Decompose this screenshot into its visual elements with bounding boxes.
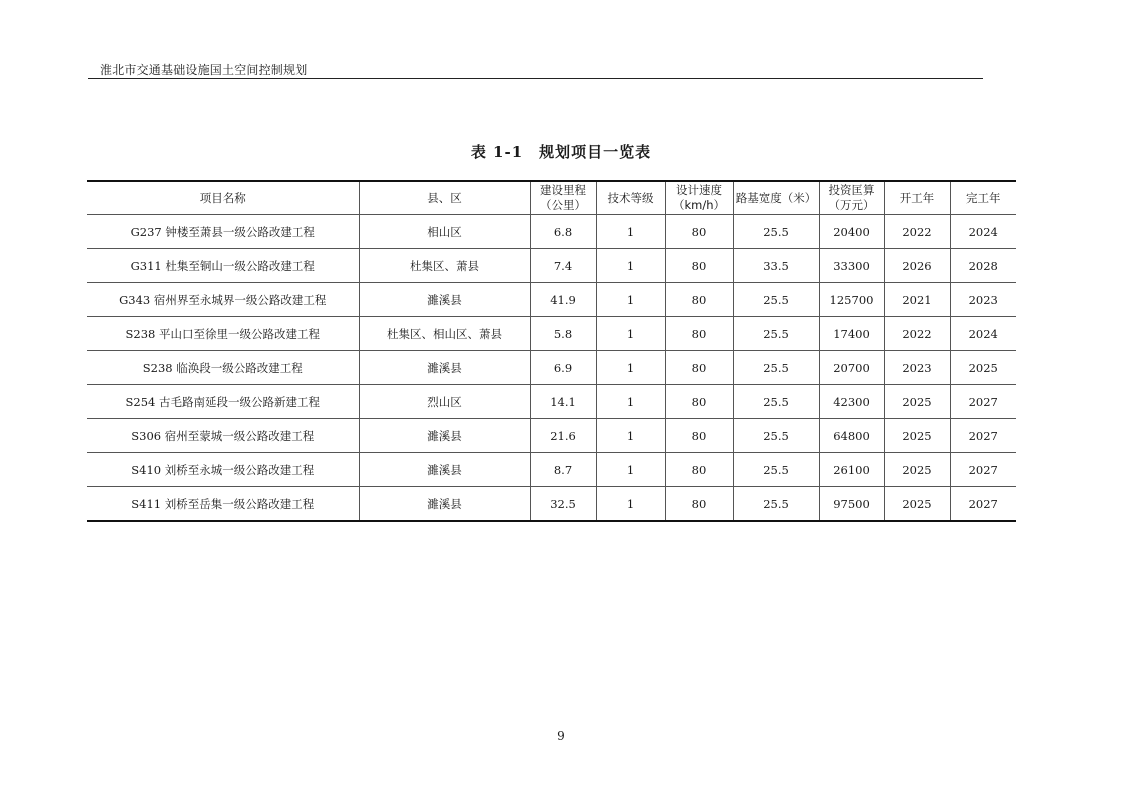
- cell-county-district: 濉溪县: [359, 419, 530, 453]
- cell-investment: 20400: [819, 215, 884, 249]
- cell-design-speed: 80: [665, 351, 733, 385]
- cell-investment: 97500: [819, 487, 884, 522]
- cell-tech-grade: 1: [596, 385, 665, 419]
- header-tech-grade: 技术等级: [596, 181, 665, 215]
- cell-investment: 33300: [819, 249, 884, 283]
- header-end-year: 完工年: [950, 181, 1016, 215]
- cell-design-speed: 80: [665, 385, 733, 419]
- table-body: [87, 215, 1016, 522]
- table-row: [87, 283, 1016, 317]
- table-row: [87, 453, 1016, 487]
- header-mileage: 建设里程 （公里）: [530, 181, 596, 215]
- cell-end-year: 2024: [950, 215, 1016, 249]
- cell-roadbed-width: 25.5: [733, 317, 819, 351]
- cell-end-year: 2027: [950, 487, 1016, 522]
- cell-roadbed-width: 33.5: [733, 249, 819, 283]
- cell-roadbed-width: 25.5: [733, 385, 819, 419]
- cell-start-year: 2025: [884, 419, 950, 453]
- cell-project-name: S306 宿州至蒙城一级公路改建工程: [87, 419, 359, 453]
- cell-investment: 17400: [819, 317, 884, 351]
- cell-mileage: 5.8: [530, 317, 596, 351]
- cell-project-name: S411 刘桥至岳集一级公路改建工程: [87, 487, 359, 522]
- cell-start-year: 2025: [884, 487, 950, 522]
- cell-tech-grade: 1: [596, 215, 665, 249]
- cell-tech-grade: 1: [596, 487, 665, 522]
- cell-design-speed: 80: [665, 317, 733, 351]
- cell-end-year: 2025: [950, 351, 1016, 385]
- cell-end-year: 2027: [950, 385, 1016, 419]
- cell-tech-grade: 1: [596, 453, 665, 487]
- cell-county-district: 濉溪县: [359, 453, 530, 487]
- cell-project-name: G343 宿州界至永城界一级公路改建工程: [87, 283, 359, 317]
- header-design-speed: 设计速度 （km/h）: [665, 181, 733, 215]
- cell-design-speed: 80: [665, 487, 733, 522]
- project-table: [87, 180, 1016, 522]
- cell-roadbed-width: 25.5: [733, 419, 819, 453]
- cell-tech-grade: 1: [596, 249, 665, 283]
- cell-start-year: 2026: [884, 249, 950, 283]
- cell-roadbed-width: 25.5: [733, 453, 819, 487]
- cell-mileage: 6.9: [530, 351, 596, 385]
- cell-mileage: 32.5: [530, 487, 596, 522]
- cell-end-year: 2027: [950, 453, 1016, 487]
- cell-design-speed: 80: [665, 283, 733, 317]
- cell-tech-grade: 1: [596, 283, 665, 317]
- page-number: 9: [557, 729, 565, 743]
- cell-mileage: 14.1: [530, 385, 596, 419]
- header-roadbed-width: 路基宽度（米）: [733, 181, 819, 215]
- cell-project-name: S238 临涣段一级公路改建工程: [87, 351, 359, 385]
- header-rule: [88, 78, 983, 79]
- cell-roadbed-width: 25.5: [733, 283, 819, 317]
- cell-county-district: 杜集区、相山区、萧县: [359, 317, 530, 351]
- cell-start-year: 2021: [884, 283, 950, 317]
- header-investment: 投资匡算 （万元）: [819, 181, 884, 215]
- table-header-row: [87, 181, 1016, 215]
- table-row: [87, 419, 1016, 453]
- table-row: [87, 385, 1016, 419]
- table-title: 表 1-1 规划项目一览表: [470, 143, 652, 161]
- cell-mileage: 6.8: [530, 215, 596, 249]
- cell-design-speed: 80: [665, 249, 733, 283]
- table-row: [87, 215, 1016, 249]
- cell-mileage: 41.9: [530, 283, 596, 317]
- cell-roadbed-width: 25.5: [733, 215, 819, 249]
- header-start-year: 开工年: [884, 181, 950, 215]
- cell-start-year: 2025: [884, 385, 950, 419]
- header-county-district: 县、区: [359, 181, 530, 215]
- cell-project-name: G311 杜集至铜山一级公路改建工程: [87, 249, 359, 283]
- cell-investment: 125700: [819, 283, 884, 317]
- cell-investment: 20700: [819, 351, 884, 385]
- cell-design-speed: 80: [665, 419, 733, 453]
- cell-design-speed: 80: [665, 215, 733, 249]
- header-project-name: 项目名称: [87, 181, 359, 215]
- cell-project-name: S254 古毛路南延段一级公路新建工程: [87, 385, 359, 419]
- cell-mileage: 7.4: [530, 249, 596, 283]
- cell-design-speed: 80: [665, 453, 733, 487]
- cell-county-district: 相山区: [359, 215, 530, 249]
- cell-mileage: 8.7: [530, 453, 596, 487]
- cell-county-district: 濉溪县: [359, 283, 530, 317]
- table-row: [87, 487, 1016, 522]
- table-row: [87, 317, 1016, 351]
- cell-investment: 42300: [819, 385, 884, 419]
- cell-project-name: S410 刘桥至永城一级公路改建工程: [87, 453, 359, 487]
- running-header: 淮北市交通基础设施国土空间控制规划: [100, 63, 308, 77]
- cell-start-year: 2023: [884, 351, 950, 385]
- cell-tech-grade: 1: [596, 317, 665, 351]
- cell-county-district: 濉溪县: [359, 487, 530, 522]
- cell-investment: 64800: [819, 419, 884, 453]
- cell-start-year: 2025: [884, 453, 950, 487]
- cell-end-year: 2024: [950, 317, 1016, 351]
- cell-end-year: 2027: [950, 419, 1016, 453]
- cell-project-name: S238 平山口至徐里一级公路改建工程: [87, 317, 359, 351]
- cell-start-year: 2022: [884, 317, 950, 351]
- cell-roadbed-width: 25.5: [733, 351, 819, 385]
- table-row: [87, 351, 1016, 385]
- cell-roadbed-width: 25.5: [733, 487, 819, 522]
- cell-county-district: 濉溪县: [359, 351, 530, 385]
- cell-end-year: 2028: [950, 249, 1016, 283]
- cell-project-name: G237 钟楼至萧县一级公路改建工程: [87, 215, 359, 249]
- cell-county-district: 杜集区、萧县: [359, 249, 530, 283]
- cell-end-year: 2023: [950, 283, 1016, 317]
- cell-investment: 26100: [819, 453, 884, 487]
- cell-start-year: 2022: [884, 215, 950, 249]
- cell-tech-grade: 1: [596, 419, 665, 453]
- cell-tech-grade: 1: [596, 351, 665, 385]
- cell-mileage: 21.6: [530, 419, 596, 453]
- table-row: [87, 249, 1016, 283]
- cell-county-district: 烈山区: [359, 385, 530, 419]
